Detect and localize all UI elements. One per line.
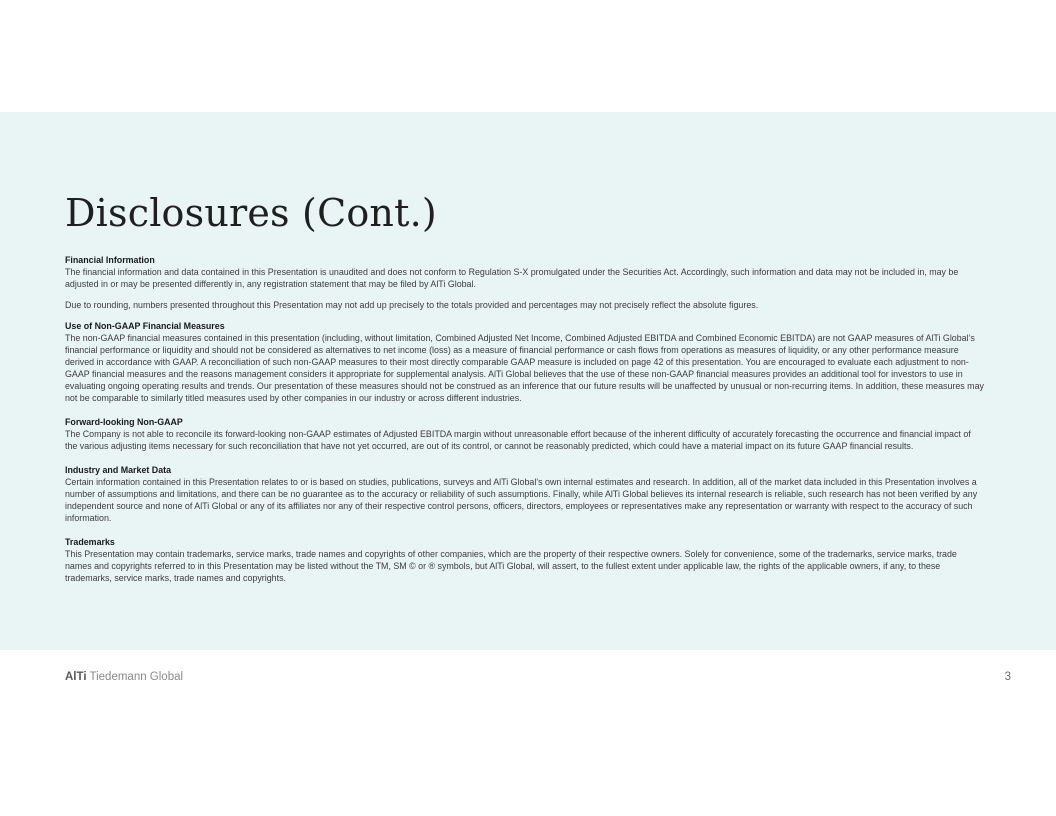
footer-brand-logo — [65, 670, 183, 684]
section-paragraph: This Presentation may contain trademarks, service marks, trade names and copyrights of other companies, which are the property of their respective owners. Solely for convenience, some of the trademarks, service marks, trade names and copyrights referred to in this Presentation may be listed without the TM, SM © or ® symbols, but AlTi Global, will assert, to the fullest extent under applicable law, the rights of the applicable owners, if any, to these trademarks, service marks, trade names and copyrights. — [65, 549, 957, 583]
section-heading: Use of Non-GAAP Financial Measures — [65, 321, 225, 331]
section-paragraph: The Company is not able to reconcile its forward-looking non-GAAP estimates of Adjusted EBITDA margin without unreasonable effort because of the inherent difficulty of accurately forecasting the occurrence and financial impact of the various adjusting items necessary for such reconciliation that have not yet occurred, are out of its control, or cannot be reasonably predicted, which could have a material impact on its future GAAP financial results. — [65, 429, 971, 451]
brand-name-rest: Tiedemann Global — [86, 671, 184, 683]
section-paragraph: Certain information contained in this Presentation relates to or is based on studies, publications, surveys and AlTi Global’s own internal estimates and research. In addition, all of the market data included in this Presentation involves a number of assumptions and limitations, and there can be no guarantee as to the accuracy or reliability of such assumptions. Finally, while AlTi Global believes its internal research is reliable, such research has not been verified by any independent source and none of AlTi Global or any of its affiliates nor any of their respective control persons, officers, directors, employees or representatives make any representation or warranty with respect to the accuracy of such information. — [65, 477, 978, 523]
section-paragraph: Due to rounding, numbers presented throughout this Presentation may not add up precisely to the totals provided and percentages may not precisely reflect the absolute figures. — [65, 300, 759, 310]
page-number: 3 — [1004, 671, 1011, 683]
section-heading: Trademarks — [65, 537, 115, 547]
section-non-gaap-measures — [65, 320, 985, 404]
section-heading: Financial Information — [65, 255, 155, 265]
section-heading: Forward-looking Non-GAAP — [65, 417, 183, 427]
section-industry-market-data — [65, 464, 985, 524]
section-paragraph: The financial information and data contained in this Presentation is unaudited and does not conform to Regulation S-X promulgated under the Securities Act. Accordingly, such information and data may not be included in, may be adjusted in or may be presented differently in, any registration statement that may be filed by AlTi Global. — [65, 267, 959, 289]
section-trademarks — [65, 536, 985, 584]
section-paragraph: The non-GAAP financial measures contained in this presentation (including, without limitation, Combined Adjusted Net Income, Combined Adjusted EBITDA and Combined Economic EBITDA) are not GAAP measures of AlTi Global’s financial performance or liquidity and should not be considered as alternatives to net income (loss) as a measure of financial performance or cash flows from operations as measures of liquidity, or any other performance measure derived in accordance with GAAP. A reconciliation of such non-GAAP measures to their most directly comparable GAAP measure is included on page 42 of this presentation. You are encouraged to evaluate each adjustment to non-GAAP financial measures and the reasons management considers it appropriate for supplemental analysis. AlTi Global believes that the use of these non-GAAP financial measures provides an additional tool for investors to use in evaluating ongoing operating results and trends. Our presentation of these measures should not be construed as an inference that our future results will be unaffected by unusual or non-recurring items. In addition, these measures may not be comparable to similarly titled measures used by other companies in our industry or across different industries. — [65, 333, 984, 403]
section-financial-information — [65, 254, 985, 311]
page-title: Disclosures (Cont.) — [65, 191, 437, 235]
section-heading: Industry and Market Data — [65, 465, 172, 475]
brand-name-strong: AlTi — [65, 671, 87, 683]
section-forward-looking — [65, 416, 985, 452]
disclosures-body — [65, 254, 985, 584]
